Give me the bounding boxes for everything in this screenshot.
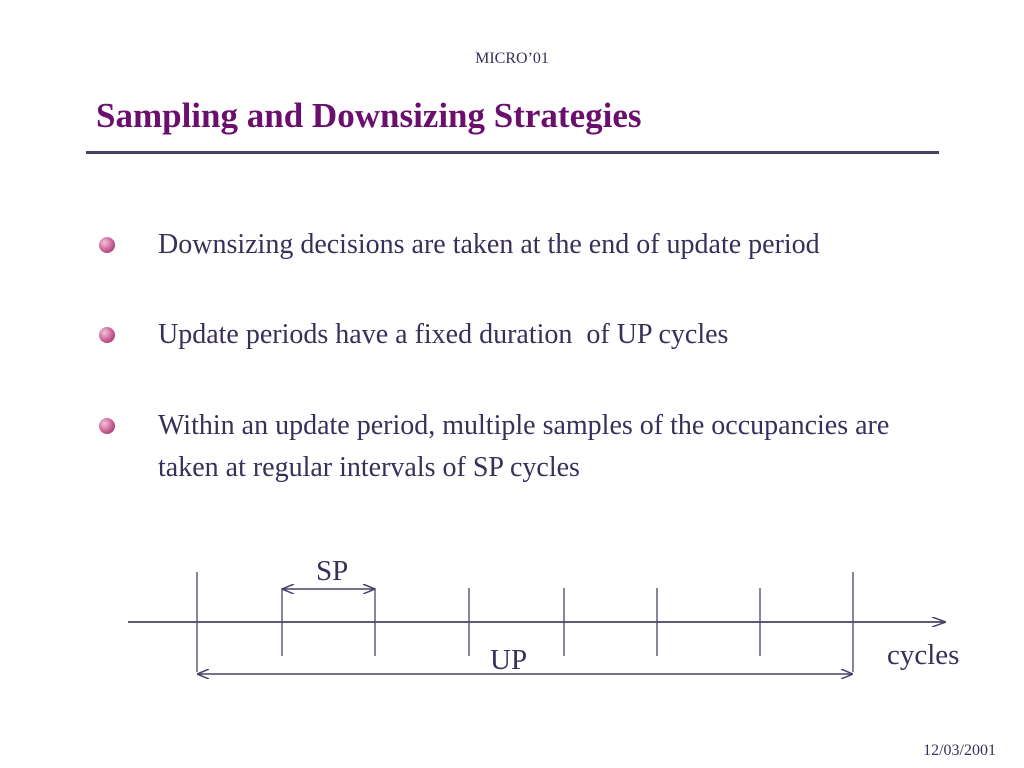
bullet-text: Within an update period, multiple samples of the occupancies are taken at regular intervals of SP cycles [158, 410, 890, 483]
slide-title: Sampling and Downsizing Strategies [96, 96, 642, 135]
bullet-text: Downsizing decisions are taken at the end of update period [158, 229, 820, 260]
axis-label: cycles [887, 639, 960, 671]
footer-date: 12/03/2001 [923, 742, 996, 759]
bullet-text: Update periods have a fixed duration of UP cycles [158, 319, 729, 350]
up-label: UP [490, 644, 528, 676]
header-label: MICRO’01 [475, 50, 549, 67]
sp-label: SP [316, 555, 349, 587]
